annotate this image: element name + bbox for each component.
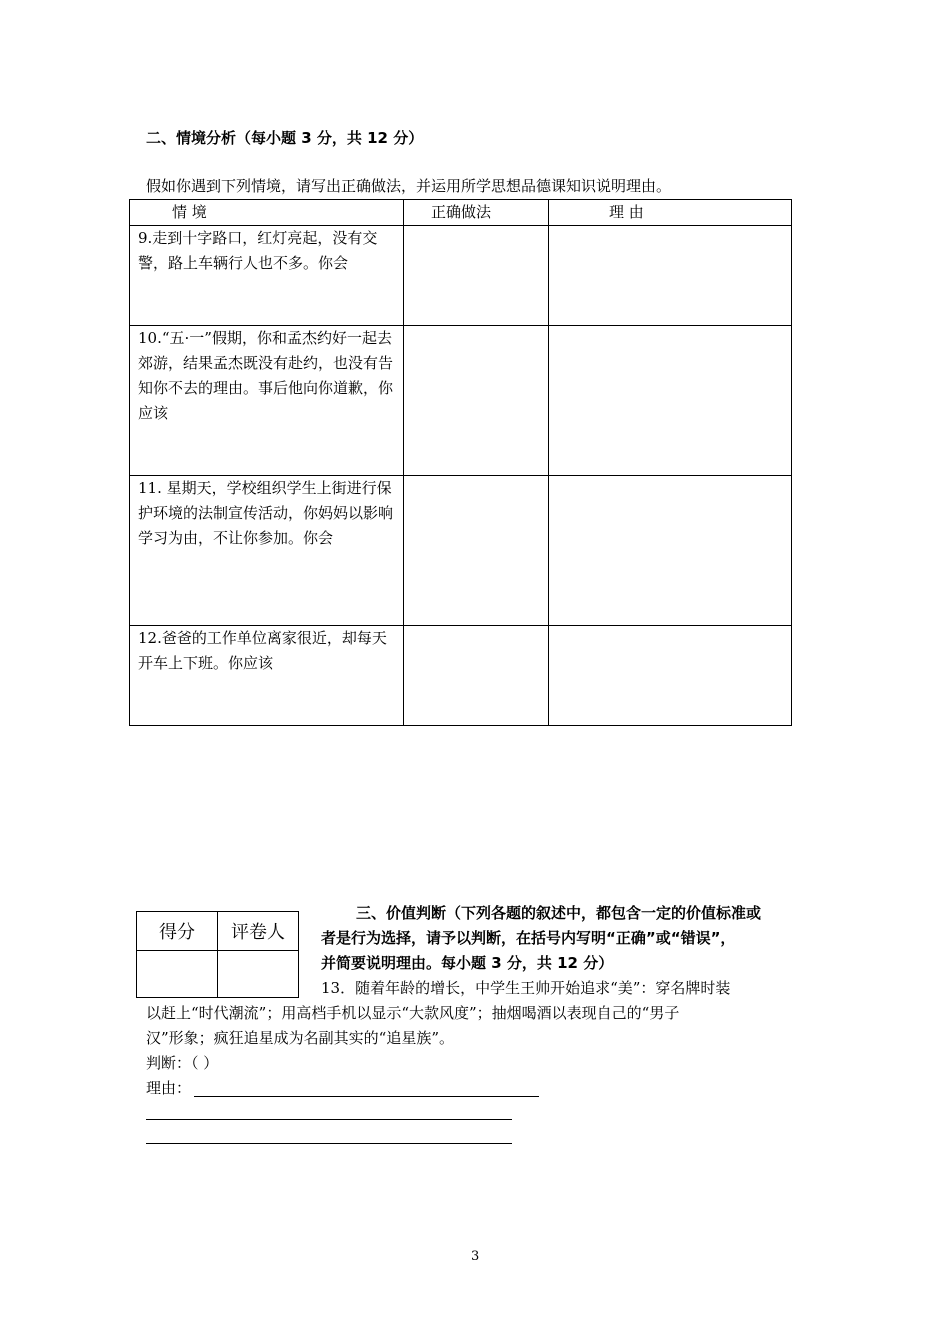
answer-cell-reason-12[interactable]: [549, 626, 792, 726]
section3-title-line2: 者是行为选择，请予以判断，在括号内写明“正确”或“错误”，: [321, 929, 736, 947]
situation-11: 11. 星期天，学校组织学生上街进行保护环境的法制宣传活动，你妈妈以影响学习为由，不让你参加。你会: [130, 476, 404, 626]
situation-9: 9.走到十字路口，红灯亮起，没有交警，路上车辆行人也不多。你会: [130, 226, 404, 326]
section3-title-line1: 三、价值判断（下列各题的叙述中，都包含一定的价值标准或: [356, 904, 762, 922]
section2-title: 二、情境分析（每小题 3 分，共 12 分）: [146, 129, 424, 147]
page-number: 3: [471, 1249, 480, 1264]
grader-label: 评卷人: [218, 912, 299, 951]
situation-12: 12.爸爸的工作单位离家很近，却每天开车上下班。你应该: [130, 626, 404, 726]
table-row: [130, 476, 792, 626]
answer-cell-reason-11[interactable]: [549, 476, 792, 626]
reason-answer-line-2[interactable]: [146, 1119, 512, 1120]
situation-table: [129, 199, 792, 726]
reason-answer-line-1[interactable]: [194, 1096, 539, 1097]
question-13-line2: 以赶上“时代潮流”；用高档手机以显示“大款风度”；抽烟喝酒以表现自己的“男子: [146, 1004, 680, 1022]
score-box: [136, 911, 299, 998]
reason-answer-line-3[interactable]: [146, 1143, 512, 1144]
header-reason: 理 由: [549, 200, 792, 226]
section2-instruction: 假如你遇到下列情境，请写出正确做法，并运用所学思想品德课知识说明理由。: [146, 177, 672, 195]
header-situation: 情 境: [130, 200, 404, 226]
answer-cell-correct-10[interactable]: [404, 326, 549, 476]
score-entry-cell[interactable]: [137, 951, 218, 998]
answer-cell-reason-9[interactable]: [549, 226, 792, 326]
grader-entry-cell[interactable]: [218, 951, 299, 998]
table-header-row: [130, 200, 792, 226]
answer-cell-correct-12[interactable]: [404, 626, 549, 726]
table-row: [130, 226, 792, 326]
reason-label: 理由：: [146, 1079, 192, 1097]
table-row: [130, 326, 792, 476]
situation-10: 10.“五·一”假期，你和孟杰约好一起去郊游，结果孟杰既没有赴约，也没有告知你不去的理由。事后他向你道歉，你应该: [130, 326, 404, 476]
answer-cell-correct-11[interactable]: [404, 476, 549, 626]
score-label: 得分: [137, 912, 218, 951]
question-13-line1: 13．随着年龄的增长，中学生王帅开始追求“美”：穿名牌时装: [321, 979, 731, 997]
judgment-label: 判断：（ ）: [146, 1054, 219, 1072]
table-row: [130, 626, 792, 726]
section3-title-line3: 并简要说明理由。每小题 3 分，共 12 分）: [321, 954, 614, 972]
question-13-line3: 汉”形象；疯狂追星成为名副其实的“追星族”。: [146, 1029, 455, 1047]
answer-cell-reason-10[interactable]: [549, 326, 792, 476]
answer-cell-correct-9[interactable]: [404, 226, 549, 326]
header-correct-action: 正确做法: [404, 200, 549, 226]
